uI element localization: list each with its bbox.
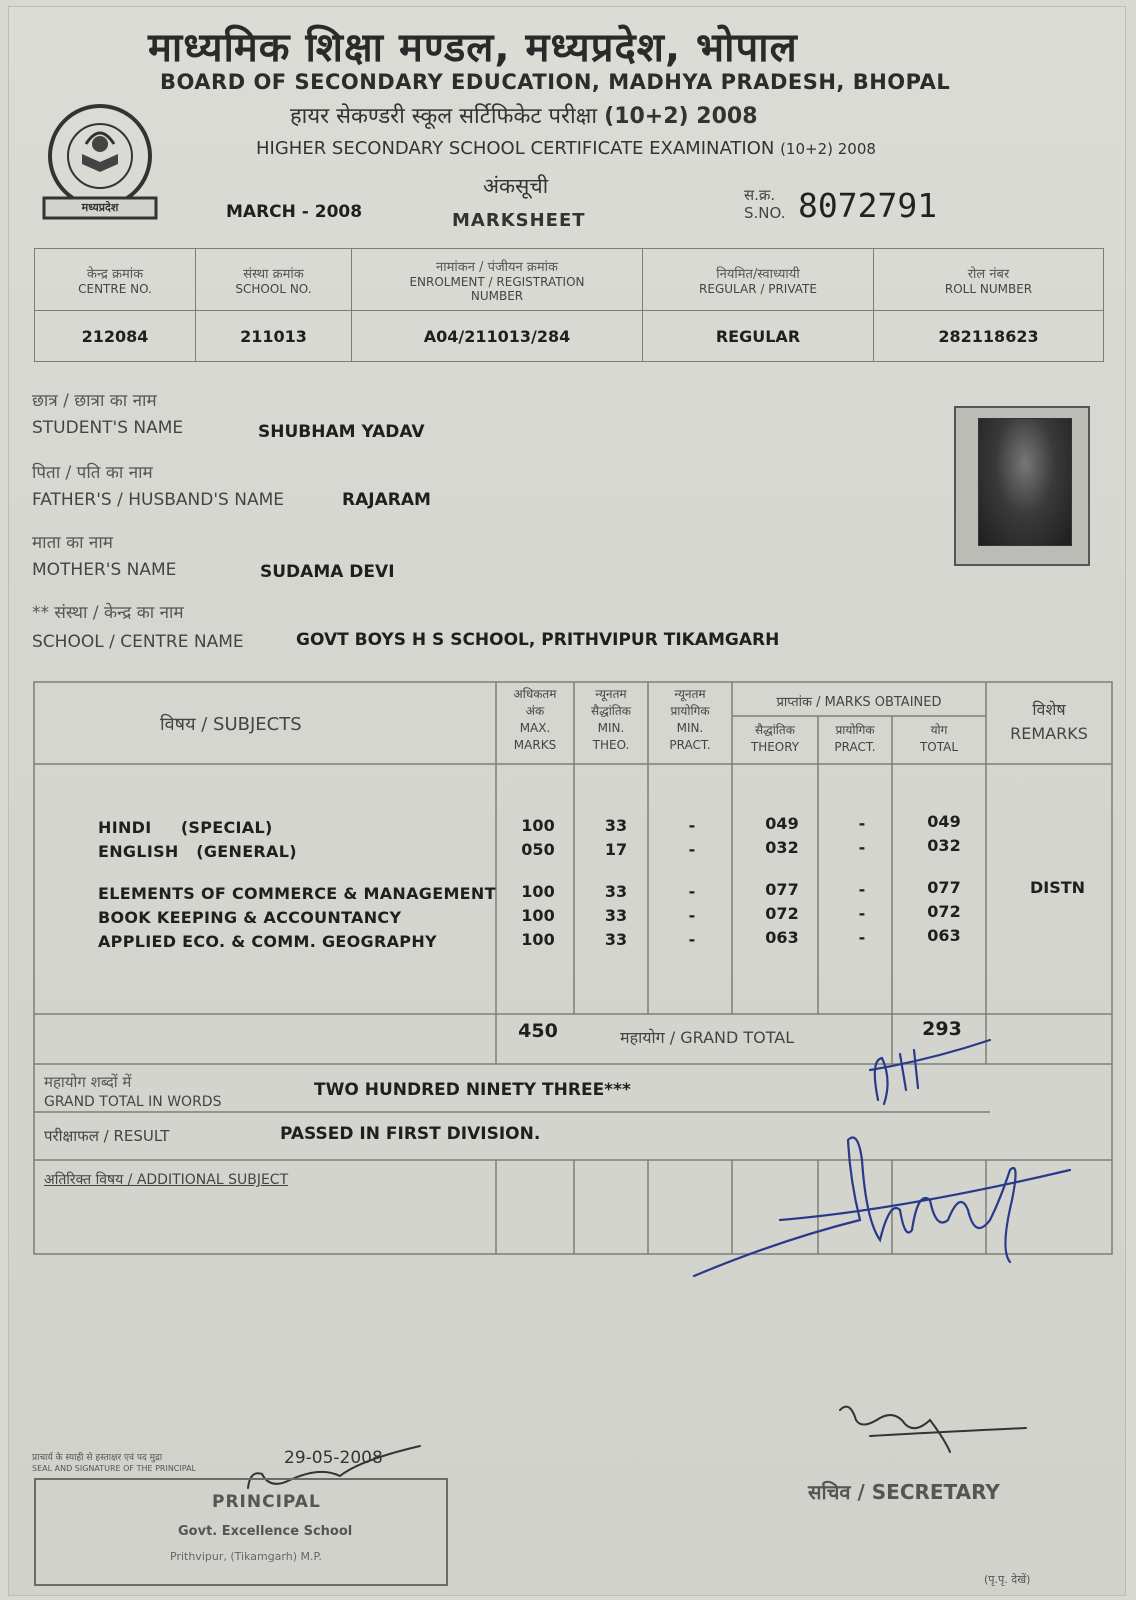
min-theory: 17: [604, 840, 628, 859]
theory-header: सैद्धांतिक THEORY: [750, 723, 800, 754]
additional-subject-label: अतिरिक्त विषय / ADDITIONAL SUBJECT: [44, 1172, 289, 1188]
subject-name: ELEMENTS OF COMMERCE & MANAGEMENT: [98, 884, 496, 903]
min-pract: -: [688, 840, 696, 859]
pract-header: प्रायोगिक PRACT.: [834, 723, 876, 754]
theory-marks: 063: [765, 928, 799, 947]
student-type: REGULAR: [715, 326, 801, 346]
min-theory: 33: [604, 906, 628, 925]
total-marks: 063: [927, 926, 961, 945]
result-value: PASSED IN FIRST DIVISION.: [280, 1124, 541, 1144]
grand-max-marks: 450: [518, 1020, 558, 1042]
grand-total-value: 293: [922, 1018, 962, 1040]
pract-marks: -: [858, 904, 866, 923]
subjects-header: विषय / SUBJECTS: [160, 714, 302, 735]
subject-name: APPLIED ECO. & COMM. GEOGRAPHY: [98, 932, 437, 951]
total-marks: 077: [927, 878, 961, 897]
result-label: परीक्षाफल / RESULT: [44, 1127, 170, 1145]
exam-title-hindi: हायर सेकण्डरी स्कूल सर्टिफिकेट परीक्षा (10+2) 2008: [290, 104, 758, 129]
min-pract: -: [688, 816, 696, 835]
enrolment-label: ENROLMENT / REGISTRATION NUMBER: [409, 274, 585, 303]
id-table: केन्द्र क्रमांक CENTRE NO. संस्था क्रमांक SCHOOL NO. नामांकन / पंजीयन क्रमांक ENROLMENT / REGISTRATION NUMBER नियमित/स्वाध्यायी REGULAR / PRIVATE रोल नंबर ROLL NUMBER 212084 211013 A04/211013/284 REGULAR 282118623: [34, 248, 1104, 362]
total-marks: 032: [927, 836, 961, 855]
theory-marks: 072: [765, 904, 799, 923]
pract-marks: -: [858, 880, 866, 899]
pract-marks: -: [858, 928, 866, 947]
student-name: SHUBHAM YADAV: [258, 422, 425, 442]
serial-label: स.क्र. S.NO.: [744, 186, 786, 222]
school-number: 211013: [240, 326, 307, 346]
total-marks: 072: [927, 902, 961, 921]
total-words-label-hi: महायोग शब्दों में: [44, 1073, 132, 1091]
grand-total-label: महायोग / GRAND TOTAL: [620, 1028, 795, 1047]
principal-title: PRINCIPAL: [212, 1492, 321, 1512]
roll-number: 282118623: [938, 326, 1039, 346]
min-theory: 33: [604, 816, 628, 835]
remarks-header: विशेष REMARKS: [1010, 700, 1088, 743]
issue-date: 29-05-2008: [284, 1448, 383, 1468]
principal-seal-note: SEAL AND SIGNATURE OF THE PRINCIPAL: [32, 1464, 196, 1473]
centre-label: CENTRE NO.: [78, 281, 152, 296]
principal-school-line1: Govt. Excellence School: [178, 1524, 353, 1539]
father-name-label: FATHER'S / HUSBAND'S NAME: [32, 490, 284, 510]
type-label: REGULAR / PRIVATE: [699, 281, 817, 296]
max-marks: 050: [521, 840, 555, 859]
secretary-title: सचिव / SECRETARY: [808, 1480, 1000, 1504]
theory-marks: 032: [765, 838, 799, 857]
exam-session: MARCH - 2008: [226, 202, 363, 222]
principal-school-line2: Prithvipur, (Tikamgarh) M.P.: [170, 1550, 322, 1563]
total-words-label: GRAND TOTAL IN WORDS: [44, 1094, 222, 1110]
exam-year: (10+2) 2008: [604, 104, 758, 129]
student-name-label-hi: छात्र / छात्रा का नाम: [32, 391, 157, 411]
min-theory-header: न्यूनतम सैद्धांतिक MIN. THEO.: [591, 687, 631, 752]
mother-name-label: MOTHER'S NAME: [32, 560, 177, 580]
father-name-label-hi: पिता / पति का नाम: [32, 463, 153, 483]
doc-title-english: MARKSHEET: [452, 210, 586, 231]
principal-seal-note-hi: प्राचार्य के स्याही से हस्ताक्षर एवं पद मुद्रा: [32, 1453, 163, 1463]
pract-marks: -: [858, 814, 866, 833]
marks-obtained-header: प्राप्तांक / MARKS OBTAINED: [776, 695, 942, 710]
subject-name: BOOK KEEPING & ACCOUNTANCY: [98, 908, 402, 927]
initials-signature: [870, 1040, 990, 1104]
theory-marks: 049: [765, 814, 799, 833]
total-in-words: TWO HUNDRED NINETY THREE***: [314, 1080, 631, 1100]
min-theory: 33: [604, 882, 628, 901]
seal-bottom-text: मध्यप्रदेश: [81, 201, 119, 214]
exam-title-english: HIGHER SECONDARY SCHOOL CERTIFICATE EXAMINATION (10+2) 2008: [256, 138, 876, 159]
min-pract-header: न्यूनतम प्रायोगिक MIN. PRACT.: [669, 687, 711, 752]
mother-name-label-hi: माता का नाम: [32, 533, 113, 553]
page-turn-note: (पृ.पृ. देखें): [984, 1573, 1031, 1586]
school-name-label-hi: ** संस्था / केन्द्र का नाम: [32, 603, 184, 623]
mother-name: SUDAMA DEVI: [260, 562, 395, 582]
roll-label: ROLL NUMBER: [944, 281, 1033, 296]
min-pract: -: [688, 882, 696, 901]
school-no-label: SCHOOL NO.: [235, 281, 312, 296]
exam-year-en: (10+2) 2008: [780, 140, 876, 158]
max-marks: 100: [521, 882, 555, 901]
pract-marks: -: [858, 838, 866, 857]
student-signature: [694, 1138, 1070, 1277]
enrolment-number: A04/211013/284: [423, 326, 571, 346]
board-title-hindi: माध्यमिक शिक्षा मण्डल, मध्यप्रदेश, भोपाल: [148, 25, 798, 71]
subject-name: HINDI (SPECIAL): [98, 818, 273, 837]
min-pract: -: [688, 930, 696, 949]
min-pract: -: [688, 906, 696, 925]
remark-distinction: DISTN: [1030, 878, 1086, 897]
max-marks: 100: [521, 816, 555, 835]
father-name: RAJARAM: [342, 490, 431, 510]
max-marks-header: अधिकतम अंक MAX. MARKS: [513, 687, 557, 752]
max-marks: 100: [521, 930, 555, 949]
subject-name: ENGLISH (GENERAL): [98, 842, 297, 861]
school-name: GOVT BOYS H S SCHOOL, PRITHVIPUR TIKAMGARH: [296, 630, 780, 650]
centre-number: 212084: [81, 326, 149, 346]
max-marks: 100: [521, 906, 555, 925]
min-theory: 33: [604, 930, 628, 949]
school-name-label: SCHOOL / CENTRE NAME: [32, 632, 244, 652]
theory-marks: 077: [765, 880, 799, 899]
serial-number: 8072791: [798, 186, 938, 225]
total-marks: 049: [927, 812, 961, 831]
student-name-label: STUDENT'S NAME: [32, 418, 184, 438]
secretary-signature: [840, 1407, 1026, 1452]
doc-title-hindi: अंकसूची: [483, 174, 549, 198]
total-header: योग TOTAL: [919, 723, 959, 754]
board-title-english: BOARD OF SECONDARY EDUCATION, MADHYA PRADESH, BHOPAL: [160, 70, 951, 94]
